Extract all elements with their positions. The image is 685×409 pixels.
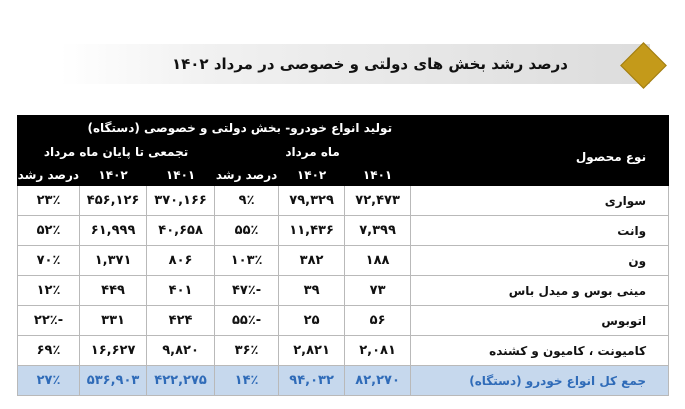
table-row xyxy=(18,306,669,336)
table-cell: ۱,۳۷۱ xyxy=(80,246,147,276)
table-cell: ۳۶٪ xyxy=(215,336,279,366)
table-cell: ۱۲٪ xyxy=(18,276,80,306)
table-cell: ۲,۸۲۱ xyxy=(279,336,345,366)
page-title: درصد رشد بخش های دولتی و خصوصی در مرداد ۱۴۰۲ xyxy=(171,55,568,73)
table-cell: ۹,۸۲۰ xyxy=(147,336,215,366)
total-cell: ۹۴,۰۳۲ xyxy=(279,366,345,396)
total-cell: ۴۲۲,۲۷۵ xyxy=(147,366,215,396)
table-cell: ۱۸۸ xyxy=(345,246,411,276)
title-banner xyxy=(60,44,650,84)
total-cell: ۱۴٪ xyxy=(215,366,279,396)
table-cell: ۱۱,۴۳۶ xyxy=(279,216,345,246)
table-cell: ۷۲,۴۷۳ xyxy=(345,186,411,216)
table-cell: -۵۵٪ xyxy=(215,306,279,336)
row-label: کامیونت ، کامیون و کشنده xyxy=(411,336,669,366)
row-label: وانت xyxy=(411,216,669,246)
table-cell: ۴۰۱ xyxy=(147,276,215,306)
row-label: ون xyxy=(411,246,669,276)
group-header: تولید انواع خودرو- بخش دولتی و خصوصی (دستگاه) xyxy=(18,116,411,141)
total-row xyxy=(18,366,669,396)
table-row xyxy=(18,216,669,246)
table-cell: ۱۶,۶۲۷ xyxy=(80,336,147,366)
table-cell: ۲۳٪ xyxy=(18,186,80,216)
table-cell: ۳۹ xyxy=(279,276,345,306)
production-table xyxy=(17,115,669,396)
col-header: ۱۴۰۱ xyxy=(345,164,411,186)
col-header: درصد رشد xyxy=(215,164,279,186)
table-cell: ۹٪ xyxy=(215,186,279,216)
total-label: جمع کل انواع خودرو (دستگاه) xyxy=(411,366,669,396)
product-header: نوع محصول xyxy=(411,116,669,186)
table-cell: ۵۶ xyxy=(345,306,411,336)
table-cell: ۷۹,۳۲۹ xyxy=(279,186,345,216)
logo-diamond xyxy=(621,43,665,87)
row-label: اتوبوس xyxy=(411,306,669,336)
table-cell: -۴۷٪ xyxy=(215,276,279,306)
table-cell: ۳۸۲ xyxy=(279,246,345,276)
table-cell: ۵۲٪ xyxy=(18,216,80,246)
table-row xyxy=(18,336,669,366)
table-cell: ۲,۰۸۱ xyxy=(345,336,411,366)
table-cell: ۶۱,۹۹۹ xyxy=(80,216,147,246)
table-cell: ۸۰۶ xyxy=(147,246,215,276)
table-cell: ۴۰,۶۵۸ xyxy=(147,216,215,246)
col-header: ۱۴۰۱ xyxy=(147,164,215,186)
table-cell: ۵۵٪ xyxy=(215,216,279,246)
table-cell: ۳۳۱ xyxy=(80,306,147,336)
total-cell: ۵۳۶,۹۰۳ xyxy=(80,366,147,396)
table-cell: -۲۲٪ xyxy=(18,306,80,336)
table-cell: ۷۰٪ xyxy=(18,246,80,276)
table-cell: ۳۷۰,۱۶۶ xyxy=(147,186,215,216)
col-header: ۱۴۰۲ xyxy=(80,164,147,186)
table-cell: ۷۳ xyxy=(345,276,411,306)
total-cell: ۲۷٪ xyxy=(18,366,80,396)
diamond-icon xyxy=(620,42,667,89)
col-header: درصد رشد xyxy=(18,164,80,186)
table-row xyxy=(18,246,669,276)
table-cell: ۴۴۹ xyxy=(80,276,147,306)
cumulative-group-header: تجمعی تا پایان ماه مرداد xyxy=(18,141,215,164)
table-row xyxy=(18,276,669,306)
table-cell: ۶۹٪ xyxy=(18,336,80,366)
table-cell: ۴۲۴ xyxy=(147,306,215,336)
table-cell: ۱۰۳٪ xyxy=(215,246,279,276)
table-cell: ۷,۳۹۹ xyxy=(345,216,411,246)
row-label: مینی بوس و میدل باس xyxy=(411,276,669,306)
table-row xyxy=(18,186,669,216)
total-cell: ۸۲,۲۷۰ xyxy=(345,366,411,396)
col-header: ۱۴۰۲ xyxy=(279,164,345,186)
row-label: سواری xyxy=(411,186,669,216)
table-cell: ۴۵۶,۱۲۶ xyxy=(80,186,147,216)
table-cell: ۲۵ xyxy=(279,306,345,336)
month-group-header: ماه مرداد xyxy=(215,141,411,164)
